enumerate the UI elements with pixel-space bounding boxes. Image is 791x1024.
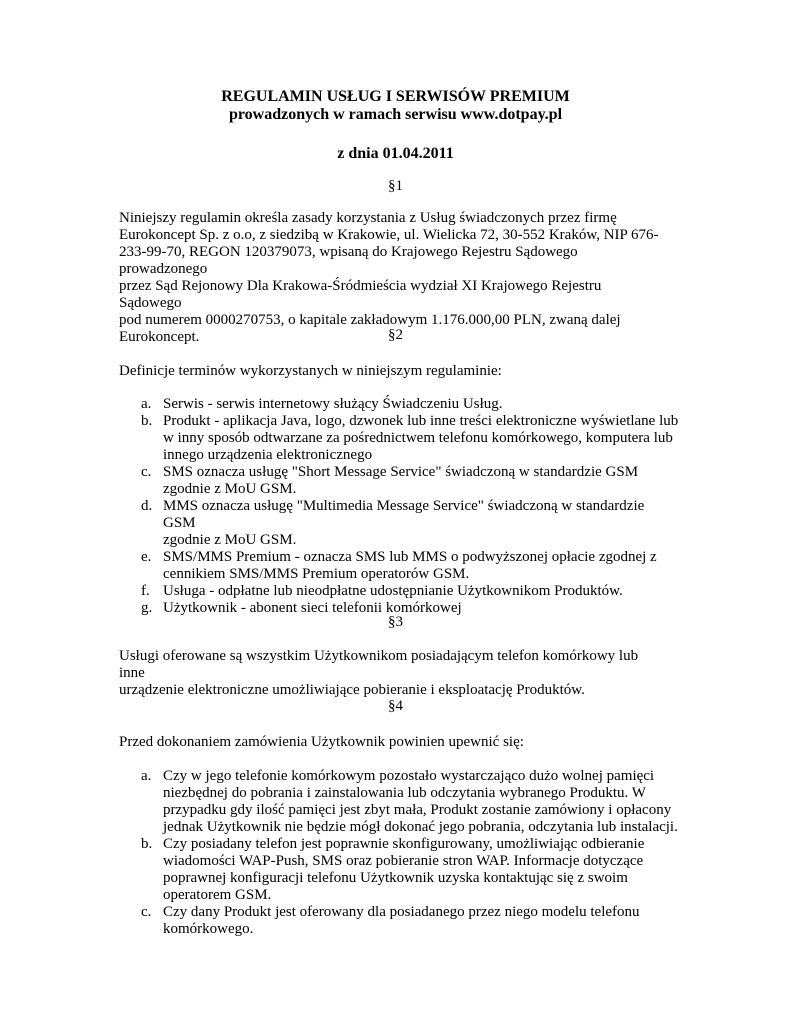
list-line: Serwis - serwis internetowy służący Świadczeniu Usług. (163, 396, 503, 412)
list-item (119, 413, 679, 464)
checklist (119, 768, 679, 938)
paragraph-line: Eurokoncept. (119, 329, 200, 345)
section-4-intro: Przed dokonaniem zamówienia Użytkownik powinien upewnić się: (119, 734, 524, 750)
list-line: jednak Użytkownik nie będzie mógł dokonać jego pobrania, odczytania lub instalacji. (163, 819, 678, 835)
section-2-heading: §2 (388, 327, 403, 343)
section-1-heading: §1 (388, 178, 403, 194)
section-3-heading: §3 (388, 614, 403, 630)
list-marker: a. (141, 396, 152, 412)
list-line: komórkowego. (163, 921, 254, 937)
list-item (119, 464, 679, 498)
list-line: wiadomości WAP-Push, SMS oraz pobieranie stron WAP. Informacje dotyczące (163, 853, 644, 869)
list-item (119, 549, 679, 583)
paragraph-line: Usługi oferowane są wszystkim Użytkownikom posiadającym telefon komórkowy lub inne (119, 648, 639, 681)
list-line: poprawnej konfiguracji telefonu Użytkownik uzyska kontaktując się z swoim (163, 870, 628, 886)
list-line: Usługa - odpłatne lub nieodpłatne udostępnianie Użytkownikom Produktów. (163, 583, 623, 599)
section-2-intro: Definicje terminów wykorzystanych w niniejszym regulaminie: (119, 363, 502, 379)
list-item (119, 396, 679, 413)
list-line: SMS/MMS Premium - oznacza SMS lub MMS o podwyższonej opłacie zgodnej z (163, 549, 657, 565)
list-marker: g. (141, 600, 153, 616)
paragraph-line: przez Sąd Rejonowy Dla Krakowa-Śródmieścia wydział XI Krajowego Rejestru Sądowego (119, 278, 602, 311)
list-line: innego urządzenia elektronicznego (163, 447, 373, 463)
paragraph-line: Niniejszy regulamin określa zasady korzystania z Usług świadczonych przez firmę (119, 210, 617, 226)
list-item (119, 583, 679, 600)
paragraph-line: Eurokoncept Sp. z o.o, z siedzibą w Krakowie, ul. Wielicka 72, 30-552 Kraków, NIP 676- (119, 227, 659, 243)
list-line: MMS oznacza usługę "Multimedia Message Service" świadczoną w standardzie GSM (163, 498, 645, 531)
definitions-list (119, 396, 679, 617)
list-line: operatorem GSM. (163, 887, 272, 903)
list-line: przypadku gdy ilość pamięci jest zbyt mała, Produkt zostanie zamówiony i opłacony (163, 802, 672, 818)
list-line: Czy posiadany telefon jest poprawnie skonfigurowany, umożliwiając odbieranie (163, 836, 645, 852)
paragraph-line: 233-99-70, REGON 120379073, wpisaną do Krajowego Rejestru Sądowego prowadzonego (119, 244, 578, 277)
list-marker: c. (141, 904, 152, 920)
list-line: w inny sposób odtwarzane za pośrednictwem telefonu komórkowego, komputera lub (163, 430, 673, 446)
list-line: Czy dany Produkt jest oferowany dla posiadanego przez niego modelu telefonu (163, 904, 640, 920)
list-marker: c. (141, 464, 152, 480)
list-marker: e. (141, 549, 152, 565)
list-line: Produkt - aplikacja Java, logo, dzwonek lub inne treści elektroniczne wyświetlane lub (163, 413, 679, 429)
list-line: Użytkownik - abonent sieci telefonii komórkowej (163, 600, 462, 616)
list-line: zgodnie z MoU GSM. (163, 481, 297, 497)
list-item (119, 836, 679, 904)
document-subtitle: prowadzonych w ramach serwisu www.dotpay.pl (228, 106, 563, 123)
list-marker: a. (141, 768, 152, 784)
list-item (119, 498, 679, 549)
paragraph-line: pod numerem 0000270753, o kapitale zakładowym 1.176.000,00 PLN, zwaną dalej (119, 312, 621, 328)
document-title: REGULAMIN USŁUG I SERWISÓW PREMIUM (221, 88, 570, 105)
section-1-paragraph (119, 210, 664, 346)
list-marker: d. (141, 498, 153, 514)
list-marker: b. (141, 836, 153, 852)
list-marker: f. (141, 583, 150, 599)
list-line: Czy w jego telefonie komórkowym pozostało wystarczająco dużo wolnej pamięci (163, 768, 655, 784)
list-line: zgodnie z MoU GSM. (163, 532, 297, 548)
section-3-paragraph (119, 648, 664, 699)
list-marker: b. (141, 413, 153, 429)
list-line: niezbędnej do pobrania i zainstalowania lub odczytania wybranego Produktu. W (163, 785, 646, 801)
document-date: z dnia 01.04.2011 (337, 145, 454, 162)
list-item (119, 904, 679, 938)
section-4-heading: §4 (388, 698, 403, 714)
list-line: SMS oznacza usługę "Short Message Service" świadczoną w standardzie GSM (163, 464, 639, 480)
list-item (119, 768, 679, 836)
list-line: cennikiem SMS/MMS Premium operatorów GSM. (163, 566, 470, 582)
paragraph-line: urządzenie elektroniczne umożliwiające pobieranie i eksploatację Produktów. (119, 682, 585, 698)
